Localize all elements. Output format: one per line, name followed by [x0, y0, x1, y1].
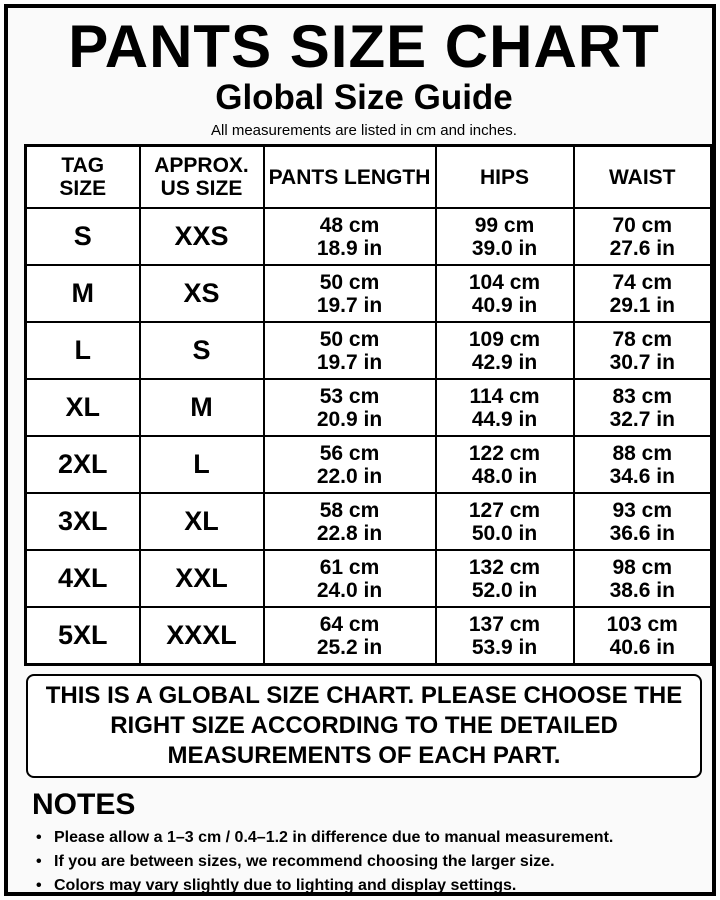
table-row — [26, 436, 712, 493]
waist-waist-in: 29.1 in — [609, 293, 675, 317]
tag-size-tag: XL — [65, 392, 100, 422]
pants-length-length-in: 22.8 in — [316, 521, 383, 545]
hips-hips-cm: 132 cm — [468, 555, 541, 579]
tag-size-cell — [26, 208, 140, 265]
notes-heading: NOTES — [32, 788, 136, 821]
hips-hips-cm: 127 cm — [468, 498, 541, 522]
pants-length-length-cm: 61 cm — [319, 555, 380, 579]
waist-waist-in: 34.6 in — [609, 464, 675, 488]
table-row — [26, 322, 712, 379]
pants-length-length-in: 20.9 in — [316, 407, 383, 431]
waist-waist-cm: 98 cm — [612, 555, 673, 579]
us-size-cell — [140, 379, 264, 436]
header-hips: HIPS — [436, 146, 574, 209]
bullet-icon: • — [36, 829, 42, 846]
us-size-us: XL — [184, 506, 219, 536]
tag-size-tag: 5XL — [57, 620, 108, 650]
tag-size-tag: S — [73, 221, 92, 251]
header-tag-size — [26, 146, 140, 209]
pants-length-length-in: 24.0 in — [316, 578, 383, 602]
pants-length-length-cm: 50 cm — [319, 327, 380, 351]
hips-hips-in: 50.0 in — [471, 521, 538, 545]
us-size-us: M — [190, 392, 213, 422]
header-waist: WAIST — [574, 146, 712, 209]
pants-length-length-in: 22.0 in — [316, 464, 383, 488]
header-pants-length: PANTS LENGTH — [264, 146, 436, 209]
hips-hips-in: 52.0 in — [471, 578, 538, 602]
global-size-notice: THIS IS A GLOBAL SIZE CHART. PLEASE CHOOSE THE RIGHT SIZE ACCORDING TO THE DETAILED MEASUREMENTS OF EACH PART. — [26, 674, 702, 778]
page-title: PANTS SIZE CHART — [68, 13, 660, 80]
waist-waist-cm: 93 cm — [612, 498, 673, 522]
waist-cell — [574, 493, 712, 550]
table-row — [26, 208, 712, 265]
pants-length-length-cm: 48 cm — [319, 213, 380, 237]
hips-cell — [436, 550, 574, 607]
hips-cell — [436, 436, 574, 493]
tag-size-cell — [26, 607, 140, 665]
note-text: Please allow a 1–3 cm / 0.4–1.2 in difference due to manual measurement. — [54, 829, 614, 846]
waist-waist-in: 32.7 in — [609, 407, 675, 431]
tag-size-tag: M — [71, 278, 94, 308]
table-row — [26, 379, 712, 436]
pants-length-cell — [264, 607, 436, 665]
waist-cell — [574, 436, 712, 493]
waist-cell — [574, 379, 712, 436]
note-item — [36, 826, 613, 850]
us-size-cell — [140, 436, 264, 493]
waist-waist-cm: 83 cm — [612, 384, 673, 408]
hips-cell — [436, 607, 574, 665]
hips-hips-in: 53.9 in — [471, 635, 538, 659]
table-row — [26, 607, 712, 665]
us-size-cell — [140, 208, 264, 265]
us-size-cell — [140, 265, 264, 322]
hips-hips-cm: 137 cm — [468, 612, 541, 636]
hips-hips-in: 40.9 in — [471, 293, 538, 317]
waist-waist-in: 40.6 in — [609, 635, 675, 659]
table-row — [26, 493, 712, 550]
tag-size-cell — [26, 379, 140, 436]
tag-size-cell — [26, 550, 140, 607]
waist-waist-cm: 88 cm — [612, 441, 673, 465]
us-size-cell — [140, 493, 264, 550]
measurement-caption: All measurements are listed in cm and inches. — [211, 122, 517, 139]
waist-cell — [574, 322, 712, 379]
hips-hips-in: 48.0 in — [471, 464, 538, 488]
page-frame — [4, 4, 716, 896]
pants-length-length-in: 18.9 in — [316, 236, 383, 260]
waist-waist-cm: 78 cm — [612, 327, 673, 351]
waist-waist-in: 30.7 in — [609, 350, 675, 374]
pants-length-length-cm: 56 cm — [319, 441, 380, 465]
tag-size-cell — [26, 436, 140, 493]
header-tag-line2: SIZE — [59, 177, 107, 200]
us-size-us: S — [192, 335, 211, 365]
pants-length-length-in: 25.2 in — [316, 635, 383, 659]
us-size-us: XXS — [174, 221, 229, 251]
note-item — [36, 850, 613, 874]
pants-length-length-in: 19.7 in — [316, 293, 383, 317]
waist-waist-in: 38.6 in — [609, 578, 675, 602]
notes-list — [36, 826, 613, 898]
us-size-us: L — [193, 449, 210, 479]
table-header-row — [26, 146, 712, 209]
tag-size-tag: 2XL — [57, 449, 108, 479]
pants-length-cell — [264, 322, 436, 379]
pants-length-length-cm: 58 cm — [319, 498, 380, 522]
pants-length-length-in: 19.7 in — [316, 350, 383, 374]
waist-waist-cm: 74 cm — [612, 270, 673, 294]
pants-length-length-cm: 50 cm — [319, 270, 380, 294]
us-size-us: XS — [183, 278, 220, 308]
waist-cell — [574, 265, 712, 322]
waist-waist-cm: 103 cm — [606, 612, 678, 636]
pants-length-cell — [264, 379, 436, 436]
header-us-line1: APPROX. — [154, 154, 249, 177]
bullet-icon: • — [36, 853, 42, 870]
tag-size-cell — [26, 493, 140, 550]
tag-size-tag: 4XL — [57, 563, 108, 593]
bullet-icon: • — [36, 877, 42, 894]
waist-cell — [574, 607, 712, 665]
note-text: If you are between sizes, we recommend choosing the larger size. — [54, 853, 555, 870]
hips-cell — [436, 379, 574, 436]
hips-hips-cm: 104 cm — [468, 270, 541, 294]
hips-hips-in: 44.9 in — [471, 407, 538, 431]
pants-length-length-cm: 64 cm — [319, 612, 380, 636]
hips-cell — [436, 265, 574, 322]
size-table — [24, 144, 713, 666]
pants-length-cell — [264, 208, 436, 265]
waist-waist-in: 36.6 in — [609, 521, 675, 545]
tag-size-tag: 3XL — [57, 506, 108, 536]
hips-hips-cm: 114 cm — [469, 384, 540, 408]
us-size-cell — [140, 322, 264, 379]
pants-length-cell — [264, 493, 436, 550]
waist-waist-in: 27.6 in — [609, 236, 675, 260]
hips-hips-cm: 99 cm — [474, 213, 535, 237]
us-size-cell — [140, 607, 264, 665]
hips-hips-in: 42.9 in — [471, 350, 538, 374]
page-subtitle: Global Size Guide — [215, 78, 513, 117]
waist-cell — [574, 208, 712, 265]
hips-hips-in: 39.0 in — [471, 236, 538, 260]
pants-length-cell — [264, 436, 436, 493]
hips-cell — [436, 322, 574, 379]
us-size-us: XXXL — [166, 620, 237, 650]
header-tag-line1: TAG — [61, 154, 105, 177]
hips-hips-cm: 122 cm — [468, 441, 541, 465]
tag-size-tag: L — [74, 335, 91, 365]
note-text: Colors may vary slightly due to lighting and display settings. — [54, 877, 517, 894]
header-us-size — [140, 146, 264, 209]
us-size-cell — [140, 550, 264, 607]
waist-cell — [574, 550, 712, 607]
pants-length-length-cm: 53 cm — [319, 384, 380, 408]
header-us-line2: US SIZE — [160, 177, 243, 200]
note-item — [36, 874, 613, 898]
tag-size-cell — [26, 322, 140, 379]
tag-size-cell — [26, 265, 140, 322]
waist-waist-cm: 70 cm — [612, 213, 673, 237]
table-row — [26, 550, 712, 607]
pants-length-cell — [264, 265, 436, 322]
table-row — [26, 265, 712, 322]
us-size-us: XXL — [175, 563, 228, 593]
hips-cell — [436, 208, 574, 265]
hips-hips-cm: 109 cm — [468, 327, 541, 351]
hips-cell — [436, 493, 574, 550]
pants-length-cell — [264, 550, 436, 607]
